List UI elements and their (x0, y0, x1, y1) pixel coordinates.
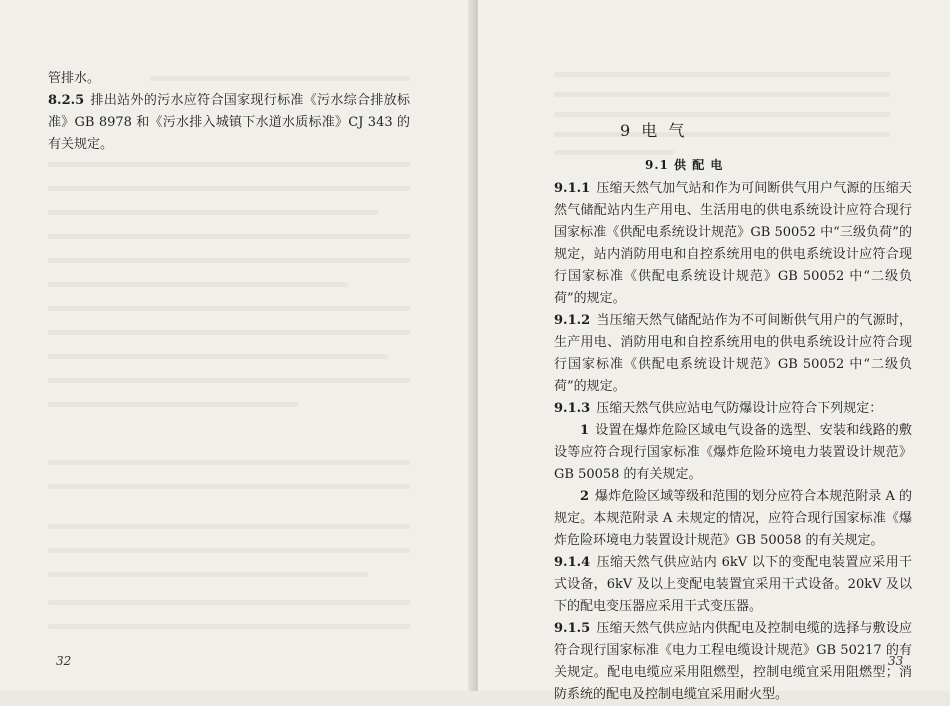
clause-text: 压缩天然气供应站内供配电及控制电缆的选择与敷设应符合现行国家标准《电力工程电缆设计规范》GB 50217 的有关规定。配电电缆应采用阻燃型，控制电缆宜采用阻燃型；消防系统的配电及控制电缆宜采用耐火型。 (554, 621, 912, 702)
clause-text: 压缩天然气供应站内 6kV 以下的变配电装置应采用干式设备，6kV 及以上变配电装置宜采用干式设备。20kV 及以下的配电变压器应采用干式变压器。 (554, 555, 912, 614)
clause-number: 8.2.5 (48, 93, 85, 108)
left-page-body (48, 68, 410, 156)
item-text: 设置在爆炸危险区域电气设备的选型、安装和线路的敷设等应符合现行国家标准《爆炸危险环境电力装置设计规范》GB 50058 的有关规定。 (554, 423, 912, 482)
paragraph-continuation: 管排水。 (48, 71, 101, 86)
clause-text: 当压缩天然气储配站作为不可间断供气用户的气源时，生产用电、消防用电和自控系统用电的供电系统设计应符合现行国家标准《供配电系统设计规范》GB 50052 中“二级负荷”的规定。 (554, 313, 912, 394)
page-number-right: 33 (888, 654, 904, 668)
clause-9-1-3-item-2 (554, 486, 912, 552)
clause-9-1-3-item-1 (554, 420, 912, 486)
clause-number: 9.1.4 (554, 555, 591, 570)
item-number: 2 (580, 489, 590, 504)
right-page-body (554, 178, 912, 706)
page-number-left: 32 (56, 654, 72, 668)
clause-text: 排出站外的污水应符合国家现行标准《污水综合排放标准》GB 8978 和《污水排入城镇下水道水质标准》CJ 343 的有关规定。 (48, 93, 410, 152)
clause-number: 9.1.3 (554, 401, 591, 416)
section-title: 9.1 供 配 电 (645, 158, 724, 172)
clause-text: 压缩天然气加气站和作为可间断供气用户气源的压缩天然气储配站内生产用电、生活用电的供电系统设计应符合现行国家标准《供配电系统设计规范》GB 50052 中“三级负荷”的规定，站内消防用电和自控系统用电的供电系统设计应符合现行国家标准《供配电系统设计规范》GB 50052 中“二级负荷”的规定。 (554, 181, 912, 306)
clause-9-1-4 (554, 552, 912, 618)
clause-9-1-1 (554, 178, 912, 310)
clause-9-1-2 (554, 310, 912, 398)
clause-9-1-3 (554, 398, 912, 420)
chapter-title: 9 电 气 (620, 121, 688, 140)
left-page (0, 0, 472, 691)
item-text: 爆炸危险区域等级和范围的划分应符合本规范附录 A 的规定。本规范附录 A 未规定的情况，应符合现行国家标准《爆炸危险环境电力装置设计规范》GB 50058 的有关规定。 (554, 489, 912, 548)
clause-8-2-5 (48, 90, 410, 156)
item-number: 1 (580, 423, 590, 438)
clause-number: 9.1.2 (554, 313, 591, 328)
clause-number: 9.1.5 (554, 621, 591, 636)
clause-number: 9.1.1 (554, 181, 591, 196)
clause-9-1-5 (554, 618, 912, 706)
clause-text: 压缩天然气供应站电气防爆设计应符合下列规定： (596, 401, 883, 416)
